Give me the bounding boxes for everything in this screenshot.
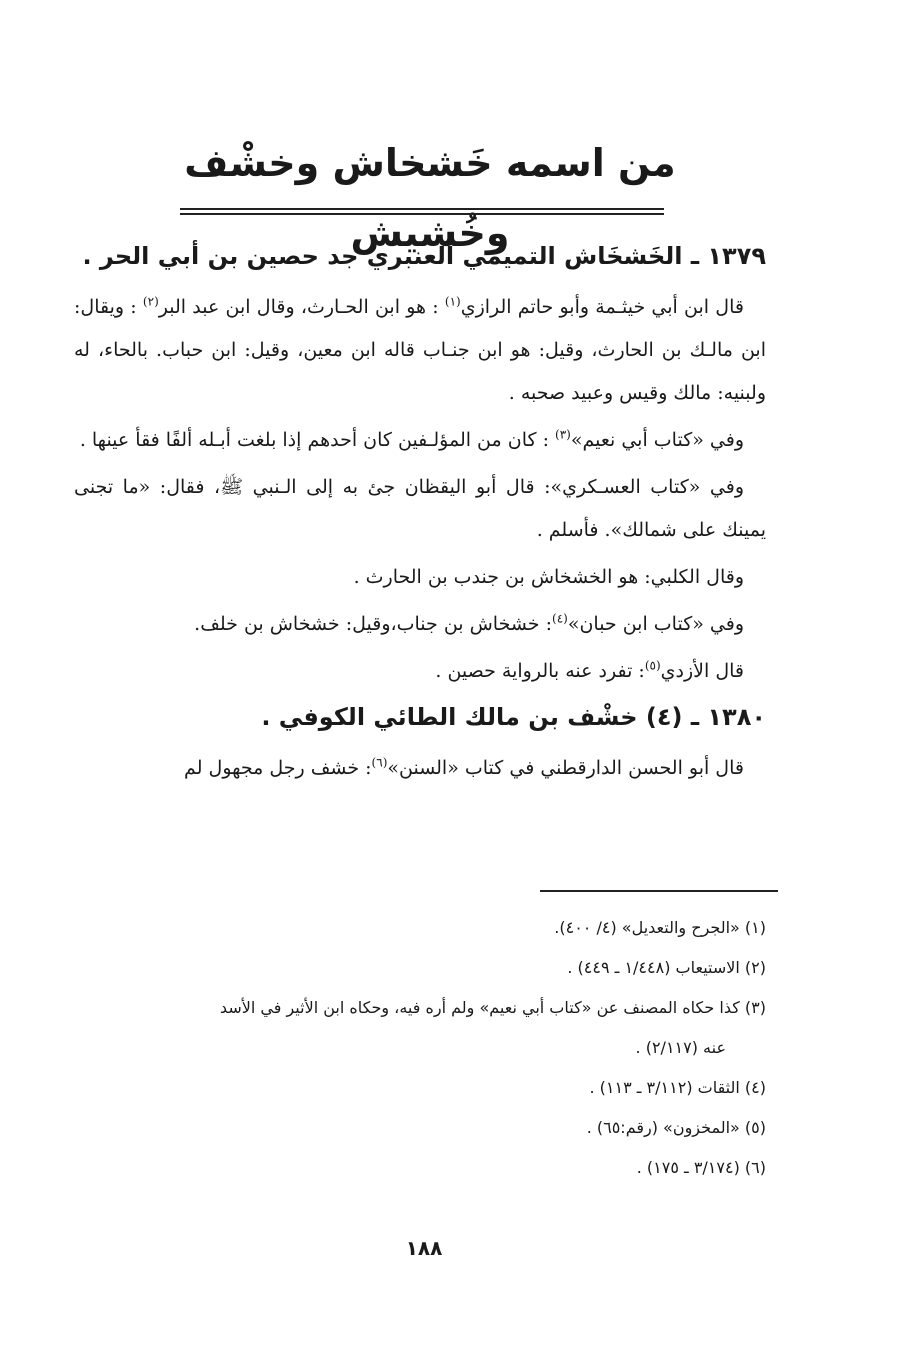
page-number: ١٨٨ <box>405 1236 443 1260</box>
text-span: قال ابن أبي خيثـمة وأبو حاتم الرازي <box>460 296 744 318</box>
footnote-ref[interactable]: (٤) <box>552 611 568 626</box>
footnote-ref[interactable]: (١) <box>444 294 461 309</box>
text-span: : ويقال: ابن مالـك بن الحارث، وقيل: هو ابن جنـاب قاله ابن معين، وقيل: ابن حباب. بالحاء، له ولبنيه: مالك وقيس وعبيد صحبه . <box>74 296 766 404</box>
entry-heading-1380: ١٣٨٠ ـ (٤) خشْف بن مالك الطائي الكوفي . <box>261 703 766 731</box>
footnote-continuation: عنه (٢/١١٧) . <box>635 1038 726 1057</box>
footnotes <box>74 908 766 1188</box>
title-double-rule <box>180 208 664 215</box>
footnote-separator <box>540 890 778 892</box>
paragraph <box>74 747 766 790</box>
text-span: : تفرد عنه بالرواية حصين . <box>435 660 645 682</box>
footnote-2: (٢) الاستيعاب (١/٤٤٨ ـ ٤٤٩) . <box>567 958 766 977</box>
text-span: : كان من المؤلـفين كان أحدهم إذا بلغت أبـله ألفًا فقأ عينها . <box>79 429 556 451</box>
footnote-ref[interactable]: (٣) <box>555 427 571 442</box>
footnote-4: (٤) الثقات (٣/١١٢ ـ ١١٣) . <box>589 1078 766 1097</box>
text-span: : خشخاش بن جناب،وقيل: خشخاش بن خلف. <box>194 613 552 635</box>
footnote-3: (٣) كذا حكاه المصنف عن «كتاب أبي نعيم» ولم أره فيه، وحكاه ابن الأثير في الأسد <box>219 998 766 1017</box>
text-span: : خشف رجل مجهول لم <box>184 757 372 779</box>
text-span: وفي «كتاب أبي نعيم» <box>570 429 744 451</box>
footnote-ref[interactable]: (٥) <box>644 658 661 673</box>
paragraph <box>74 650 766 693</box>
footnote-5: (٥) «المخزون» (رقم:٦٥) . <box>586 1118 766 1137</box>
footnote-ref[interactable]: (٦) <box>371 755 388 770</box>
paragraph <box>74 603 766 646</box>
text-span: قال أبو الحسن الدارقطني في كتاب «السنن» <box>387 757 744 779</box>
text-span: : هو ابن الحـارث، وقال ابن عبد البر <box>158 296 445 318</box>
footnote-1: (١) «الجرح والتعديل» (٤/ ٤٠٠). <box>554 918 766 937</box>
chapter-title: من اسمه خَشخاش وخشْف وخُشيش <box>184 141 676 255</box>
footnote-ref[interactable]: (٢) <box>142 294 159 309</box>
entry-heading-1379: ١٣٧٩ ـ الخَشخَاش التميمي العنبري جد حصين بن أبي الحر . <box>82 242 766 270</box>
footnote-6: (٦) (٣/١٧٤ ـ ١٧٥) . <box>636 1158 766 1177</box>
paragraph <box>74 286 766 415</box>
paragraph: وفي «كتاب العسـكري»: قال أبو اليقظان جئ به إلى الـنبي ﷺ، فقال: «ما تجنى يمينك على شمالك». فأسلم . <box>74 476 766 541</box>
paragraph <box>74 419 766 462</box>
text-span: وفي «كتاب ابن حبان» <box>567 613 744 635</box>
footnote-3-continued <box>74 1028 766 1068</box>
main-text <box>74 236 766 794</box>
paragraph: وقال الكلبي: هو الخشخاش بن جندب بن الحارث . <box>353 566 744 588</box>
text-span: قال الأزدي <box>660 660 744 682</box>
